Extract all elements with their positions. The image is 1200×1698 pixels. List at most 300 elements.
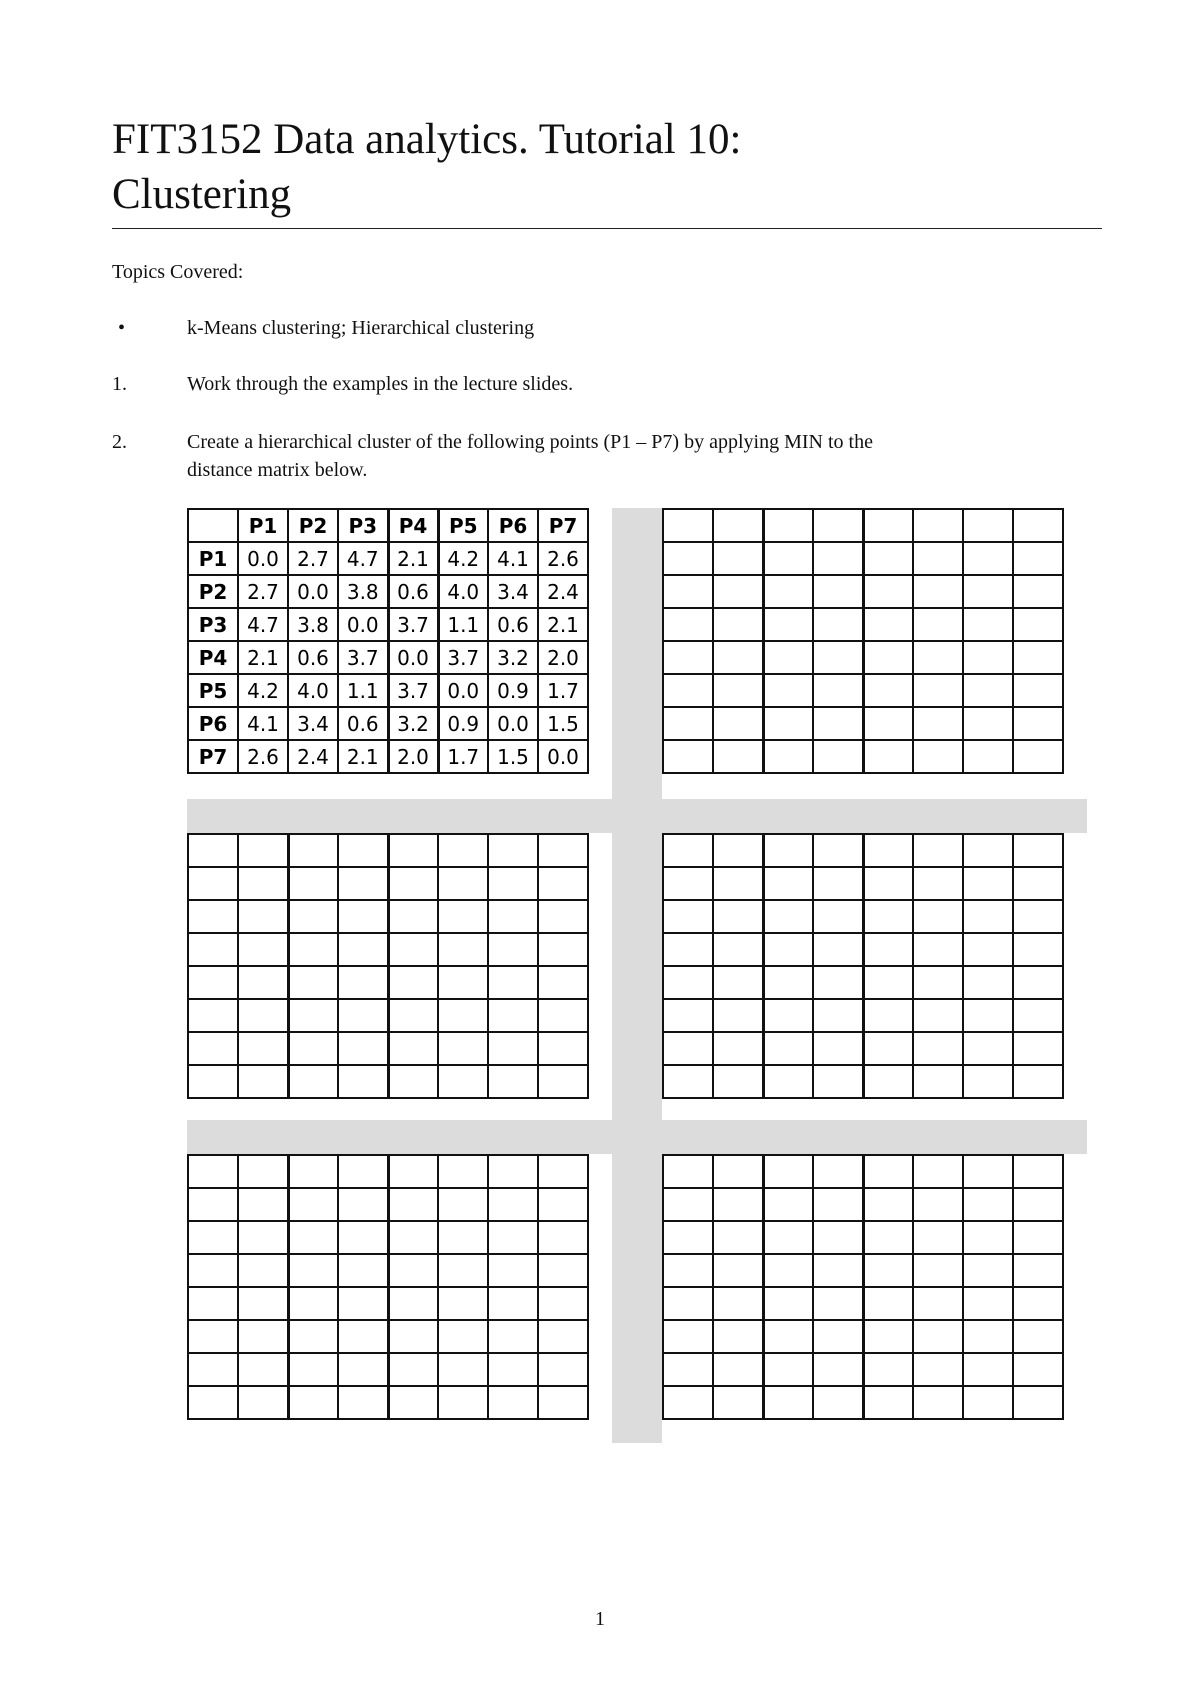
grid-cell [238, 1221, 288, 1254]
grid-cell [338, 1032, 388, 1065]
grid-row [663, 1032, 1063, 1065]
grid-cell [963, 740, 1013, 773]
grid-cell [188, 1287, 238, 1320]
grid-cell [388, 1155, 438, 1188]
grid-cell [538, 1065, 588, 1098]
grid-cell [238, 867, 288, 900]
matrix-cell: 3.4 [488, 575, 538, 608]
grid-cell [663, 740, 713, 773]
grid-cell [388, 1254, 438, 1287]
grid-cell [913, 900, 963, 933]
grid-cell [288, 1188, 338, 1221]
matrix-cell: 2.4 [538, 575, 588, 608]
grid-row [663, 867, 1063, 900]
grid-cell [538, 867, 588, 900]
matrix-cell: 0.6 [388, 575, 438, 608]
matrix-cell: 1.1 [338, 674, 388, 707]
grid-cell [488, 1032, 538, 1065]
grid-row [188, 1287, 588, 1320]
grid-cell [763, 1221, 813, 1254]
grid-cell [763, 509, 813, 542]
grid-cell [713, 740, 763, 773]
grid-cell [188, 900, 238, 933]
grid-cell [713, 900, 763, 933]
matrix-cell: 2.0 [388, 740, 438, 773]
grid-cell [913, 1155, 963, 1188]
grid-cell [488, 933, 538, 966]
grid-cell [488, 834, 538, 867]
grid-cell [238, 834, 288, 867]
grid-row [663, 575, 1063, 608]
grid-row [663, 834, 1063, 867]
grid-cell [913, 575, 963, 608]
grid-cell [538, 900, 588, 933]
grid-cell [438, 1320, 488, 1353]
grid-cell [438, 1188, 488, 1221]
grid-cell [813, 999, 863, 1032]
grid-cell [913, 1032, 963, 1065]
grid-cell [388, 1032, 438, 1065]
grid-cell [1013, 1254, 1063, 1287]
grid-cell [488, 1065, 538, 1098]
grid-cell [238, 1254, 288, 1287]
grid-cell [538, 1353, 588, 1386]
grid-cell [913, 740, 963, 773]
grid-row [188, 867, 588, 900]
grid-cell [338, 1353, 388, 1386]
grid-cell [288, 900, 338, 933]
grid-cell [1013, 1155, 1063, 1188]
grid-cell [1013, 1320, 1063, 1353]
title-line-2: Clustering [112, 171, 292, 218]
grid-cell [188, 1320, 238, 1353]
grid-cell [1013, 641, 1063, 674]
item-1-text: Work through the examples in the lecture slides. [187, 373, 574, 395]
grid-cell [713, 674, 763, 707]
grid-row [663, 509, 1063, 542]
grid-cell [663, 1386, 713, 1419]
matrix-row-header: P4 [188, 641, 238, 674]
grid-row [663, 740, 1063, 773]
grid-cell [713, 1221, 763, 1254]
matrix-cell: 3.7 [338, 641, 388, 674]
matrix-cell: 2.1 [338, 740, 388, 773]
grid-cell [913, 1386, 963, 1419]
grid-cell [813, 740, 863, 773]
grid-cell [663, 933, 713, 966]
grid-cell [288, 1353, 338, 1386]
grid-cell [663, 509, 713, 542]
matrix-row-header: P7 [188, 740, 238, 773]
grid-cell [438, 1287, 488, 1320]
grid-row [188, 1386, 588, 1419]
grid-row [188, 1188, 588, 1221]
grid-cell [963, 1065, 1013, 1098]
grid-cell [963, 1155, 1013, 1188]
grid-cell [863, 834, 913, 867]
matrix-cell: 4.1 [488, 542, 538, 575]
grid-row [663, 641, 1063, 674]
grid-cell [663, 707, 713, 740]
matrix-cell: 0.6 [488, 608, 538, 641]
grid-cell [288, 1287, 338, 1320]
grid-cell [188, 999, 238, 1032]
grid-cell [188, 1032, 238, 1065]
grid-cell [188, 1353, 238, 1386]
grid-cell [488, 1386, 538, 1419]
grid-cell [863, 1287, 913, 1320]
grid-cell [813, 966, 863, 999]
matrix-cell: 1.1 [438, 608, 488, 641]
grid-cell [438, 933, 488, 966]
grid-row [188, 1221, 588, 1254]
grid-cell [1013, 1065, 1063, 1098]
grid-cell [338, 1386, 388, 1419]
grid-cell [813, 509, 863, 542]
grid-cell [963, 1032, 1013, 1065]
grid-cell [913, 933, 963, 966]
grid-cell [1013, 1287, 1063, 1320]
grid-row [663, 1155, 1063, 1188]
page-number: 1 [595, 1608, 605, 1630]
grid-cell [438, 966, 488, 999]
grid-cell [288, 867, 338, 900]
matrix-cell: 2.6 [238, 740, 288, 773]
grid-cell [238, 1353, 288, 1386]
grid-row [188, 1320, 588, 1353]
matrix-cell: 0.6 [288, 641, 338, 674]
grid-cell [813, 1032, 863, 1065]
matrix-cell: 0.0 [338, 608, 388, 641]
grid-cell [963, 608, 1013, 641]
grid-row [663, 933, 1063, 966]
grid-cell [813, 641, 863, 674]
matrix-column-header: P7 [538, 509, 588, 542]
grid-cell [1013, 999, 1063, 1032]
grid-cell [1013, 867, 1063, 900]
item-2-text-line-1: Create a hierarchical cluster of the following points (P1 – P7) by applying MIN to the [187, 431, 873, 453]
grid-cell [538, 1188, 588, 1221]
grid-cell [813, 1320, 863, 1353]
grid-cell [1013, 608, 1063, 641]
grid-cell [338, 966, 388, 999]
grid-row [188, 1032, 588, 1065]
empty-grid-middle-left [187, 833, 589, 1099]
grid-cell [438, 999, 488, 1032]
grid-row [663, 707, 1063, 740]
grid-cell [288, 999, 338, 1032]
grid-cell [763, 1254, 813, 1287]
grid-cell [338, 1254, 388, 1287]
grid-cell [388, 1188, 438, 1221]
grid-cell [538, 1254, 588, 1287]
grid-cell [763, 1320, 813, 1353]
grid-cell [663, 900, 713, 933]
matrix-cell: 1.7 [438, 740, 488, 773]
grid-cell [438, 1065, 488, 1098]
item-2-number: 2. [112, 431, 127, 453]
grid-cell [763, 1065, 813, 1098]
grid-row [663, 1254, 1063, 1287]
grid-cell [1013, 900, 1063, 933]
matrix-column-header: P5 [438, 509, 488, 542]
grid-cell [288, 1155, 338, 1188]
grid-cell [913, 834, 963, 867]
matrix-row [188, 542, 588, 575]
grid-cell [863, 1320, 913, 1353]
grid-cell [538, 1287, 588, 1320]
grid-cell [713, 1032, 763, 1065]
grid-cell [538, 1386, 588, 1419]
title-line-1: FIT3152 Data analytics. Tutorial 10: [112, 116, 742, 163]
grid-cell [763, 740, 813, 773]
grid-cell [763, 933, 813, 966]
grid-cell [713, 641, 763, 674]
grid-cell [1013, 740, 1063, 773]
grid-cell [813, 1353, 863, 1386]
grid-cell [913, 1320, 963, 1353]
grid-cell [963, 1386, 1013, 1419]
grid-cell [963, 999, 1013, 1032]
grid-cell [863, 707, 913, 740]
grid-cell [338, 1221, 388, 1254]
grid-cell [713, 608, 763, 641]
matrix-cell: 0.9 [488, 674, 538, 707]
grid-cell [438, 900, 488, 933]
item-1-number: 1. [112, 373, 127, 395]
topic-item: k-Means clustering; Hierarchical clustering [187, 317, 535, 339]
grid-cell [663, 1221, 713, 1254]
grid-cell [288, 834, 338, 867]
grid-cell [863, 608, 913, 641]
matrix-corner-cell [188, 509, 238, 542]
matrix-cell: 2.1 [538, 608, 588, 641]
matrix-header-row [188, 509, 588, 542]
grid-cell [913, 707, 963, 740]
grid-cell [663, 1287, 713, 1320]
grid-cell [763, 900, 813, 933]
grid-cell [913, 999, 963, 1032]
grid-cell [663, 1155, 713, 1188]
matrix-row-header: P5 [188, 674, 238, 707]
grid-cell [963, 575, 1013, 608]
grid-cell [913, 509, 963, 542]
matrix-cell: 4.0 [438, 575, 488, 608]
grid-row [663, 1065, 1063, 1098]
grid-cell [388, 867, 438, 900]
grid-cell [1013, 834, 1063, 867]
grid-cell [488, 900, 538, 933]
grid-cell [913, 1065, 963, 1098]
grid-cell [488, 1287, 538, 1320]
grid-cell [488, 1155, 538, 1188]
grid-cell [863, 674, 913, 707]
grid-cell [488, 867, 538, 900]
grid-row [663, 1320, 1063, 1353]
grid-cell [863, 1188, 913, 1221]
grid-cell [438, 1353, 488, 1386]
grid-cell [388, 999, 438, 1032]
matrix-row-header: P2 [188, 575, 238, 608]
grid-cell [663, 966, 713, 999]
grid-cell [538, 1032, 588, 1065]
grid-cell [763, 966, 813, 999]
grid-cell [963, 867, 1013, 900]
matrix-cell: 0.0 [238, 542, 288, 575]
grid-cell [813, 674, 863, 707]
gap-guide-column [612, 508, 662, 1443]
matrix-row [188, 575, 588, 608]
grid-cell [813, 933, 863, 966]
grid-cell [663, 1353, 713, 1386]
grid-cell [913, 608, 963, 641]
grid-cell [813, 867, 863, 900]
matrix-row-header: P3 [188, 608, 238, 641]
grid-cell [913, 1188, 963, 1221]
grid-cell [913, 542, 963, 575]
grid-cell [763, 834, 813, 867]
grid-cell [188, 1254, 238, 1287]
matrix-cell: 4.2 [438, 542, 488, 575]
grid-cell [188, 1155, 238, 1188]
grid-cell [488, 999, 538, 1032]
grid-cell [388, 834, 438, 867]
grid-cell [863, 1032, 913, 1065]
grid-row [188, 1065, 588, 1098]
matrix-cell: 0.0 [488, 707, 538, 740]
grid-row [663, 1353, 1063, 1386]
grid-row [663, 966, 1063, 999]
grid-cell [963, 641, 1013, 674]
grid-cell [713, 867, 763, 900]
matrix-cell: 2.4 [288, 740, 338, 773]
matrix-column-header: P6 [488, 509, 538, 542]
grid-cell [188, 867, 238, 900]
matrix-cell: 0.0 [388, 641, 438, 674]
grid-cell [763, 1386, 813, 1419]
matrix-cell: 3.2 [488, 641, 538, 674]
grid-cell [388, 900, 438, 933]
grid-cell [238, 1386, 288, 1419]
matrix-cell: 4.2 [238, 674, 288, 707]
grid-cell [713, 575, 763, 608]
grid-cell [763, 542, 813, 575]
grid-cell [813, 1188, 863, 1221]
grid-cell [913, 1254, 963, 1287]
grid-cell [913, 966, 963, 999]
matrix-cell: 3.7 [438, 641, 488, 674]
grid-cell [713, 933, 763, 966]
grid-cell [713, 707, 763, 740]
grid-cell [538, 834, 588, 867]
grid-cell [238, 999, 288, 1032]
grid-cell [713, 509, 763, 542]
matrix-row [188, 608, 588, 641]
matrix-cell: 0.0 [288, 575, 338, 608]
grid-cell [188, 966, 238, 999]
grid-cell [338, 834, 388, 867]
grid-cell [663, 1032, 713, 1065]
grid-cell [388, 1353, 438, 1386]
grid-cell [863, 641, 913, 674]
grid-cell [863, 542, 913, 575]
grid-cell [763, 608, 813, 641]
empty-grid-bottom-left [187, 1154, 589, 1420]
grid-cell [663, 1254, 713, 1287]
grid-cell [438, 1221, 488, 1254]
grid-row [188, 1254, 588, 1287]
grid-cell [863, 1254, 913, 1287]
matrix-cell: 1.7 [538, 674, 588, 707]
grid-cell [663, 999, 713, 1032]
grid-cell [388, 1287, 438, 1320]
grid-cell [713, 1386, 763, 1419]
bullet-marker: • [118, 317, 126, 339]
grid-cell [338, 1065, 388, 1098]
grid-cell [763, 674, 813, 707]
grid-cell [963, 834, 1013, 867]
grid-cell [663, 834, 713, 867]
matrix-cell: 0.0 [538, 740, 588, 773]
distance-matrix-table [187, 508, 589, 774]
grid-cell [713, 1320, 763, 1353]
grid-cell [388, 966, 438, 999]
empty-grid-bottom-right [662, 1154, 1064, 1420]
grid-cell [813, 1287, 863, 1320]
matrix-column-header: P2 [288, 509, 338, 542]
grid-cell [488, 966, 538, 999]
document-title [112, 112, 1102, 222]
grid-cell [288, 1032, 338, 1065]
grid-cell [713, 999, 763, 1032]
grid-cell [813, 1155, 863, 1188]
grid-cell [538, 966, 588, 999]
grid-cell [1013, 1188, 1063, 1221]
grid-cell [863, 509, 913, 542]
grid-cell [238, 1155, 288, 1188]
grid-row [663, 1221, 1063, 1254]
grid-cell [1013, 509, 1063, 542]
grid-cell [188, 834, 238, 867]
grid-cell [913, 1221, 963, 1254]
grid-cell [1013, 1386, 1063, 1419]
grid-cell [813, 1065, 863, 1098]
grid-cell [663, 1188, 713, 1221]
grid-cell [663, 641, 713, 674]
grid-cell [813, 542, 863, 575]
grid-cell [338, 900, 388, 933]
grid-cell [438, 1254, 488, 1287]
grid-cell [238, 933, 288, 966]
grid-cell [338, 1320, 388, 1353]
matrix-cell: 1.5 [488, 740, 538, 773]
grid-cell [338, 1287, 388, 1320]
grid-cell [963, 966, 1013, 999]
grid-row [663, 900, 1063, 933]
matrix-cell: 2.7 [288, 542, 338, 575]
matrix-cell: 1.5 [538, 707, 588, 740]
grid-cell [863, 933, 913, 966]
grid-cell [963, 900, 1013, 933]
matrix-cell: 4.7 [238, 608, 288, 641]
matrix-cell: 3.2 [388, 707, 438, 740]
grid-cell [813, 1254, 863, 1287]
grid-cell [863, 999, 913, 1032]
grid-cell [188, 1386, 238, 1419]
matrix-row [188, 674, 588, 707]
grid-cell [388, 1320, 438, 1353]
grid-cell [388, 1386, 438, 1419]
